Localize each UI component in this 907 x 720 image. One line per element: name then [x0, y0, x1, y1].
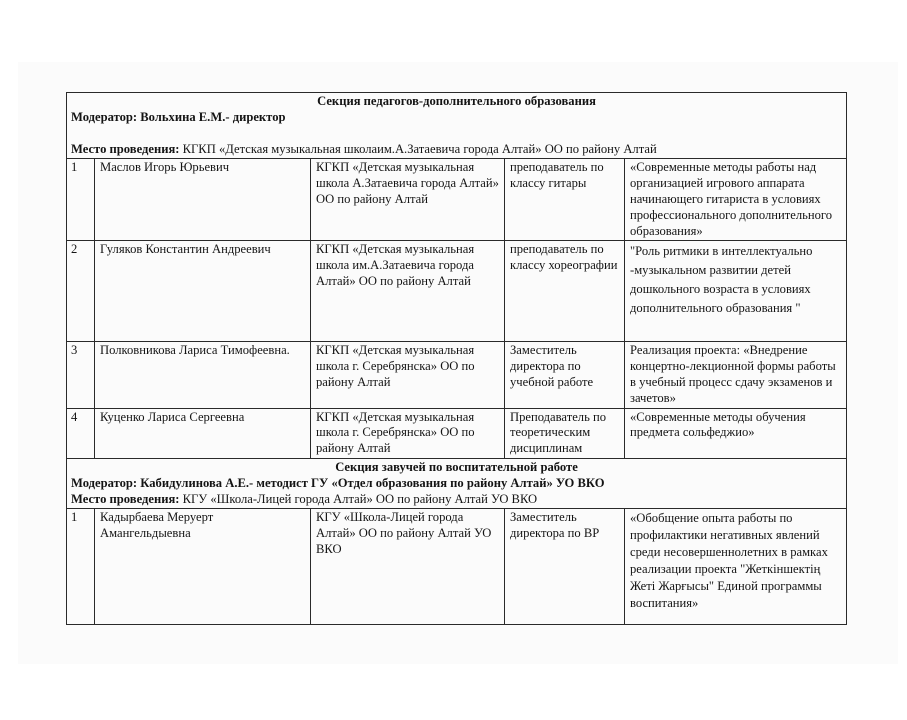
- participant-name: Кадырбаева Меруерт Амангельдыевна: [95, 509, 311, 625]
- moderator-value: Кабидулинова А.Е.- методист ГУ «Отдел образования по району Алтай» УО ВКО: [140, 475, 605, 490]
- section-header: [67, 458, 847, 508]
- program-table: [66, 92, 847, 625]
- venue-value: КГКП «Детская музыкальная школаим.А.Затаевича города Алтай» ОО по району Алтай: [182, 141, 657, 156]
- report-topic: «Современные методы обучения предмета сольфеджио»: [625, 408, 847, 458]
- organization: КГКП «Детская музыкальная школа А.Затаевича города Алтай» ОО по району Алтай: [311, 159, 505, 241]
- moderator-line: [71, 476, 842, 492]
- venue-line: [71, 492, 842, 508]
- venue-value: КГУ «Школа-Лицей города Алтай» ОО по району Алтай УО ВКО: [182, 491, 538, 506]
- participant-name: Гуляков Константин Андреевич: [95, 241, 311, 342]
- position: Заместитель директора по учебной работе: [505, 342, 625, 408]
- organization: КГУ «Школа-Лицей города Алтай» ОО по району Алтай УО ВКО: [311, 509, 505, 625]
- report-topic: Реализация проекта: «Внедрение концертно-лекционной формы работы в учебный процесс сдачу экзаменов и зачетов»: [625, 342, 847, 408]
- organization: КГКП «Детская музыкальная школа г. Серебрянска» ОО по району Алтай: [311, 342, 505, 408]
- position: преподаватель по классу хореографии: [505, 241, 625, 342]
- section-title: Секция завучей по воспитательной работе: [335, 459, 578, 474]
- position: Преподаватель по теоретическим дисциплинам: [505, 408, 625, 458]
- position: Заместитель директора по ВР: [505, 509, 625, 625]
- venue-label: Место проведения:: [71, 491, 180, 506]
- row-number: 4: [67, 408, 95, 458]
- section-header: [67, 93, 847, 159]
- row-number: 1: [67, 509, 95, 625]
- table-row: [67, 342, 847, 408]
- report-topic: «Обобщение опыта работы по профилактики негативных явлений среди несовершеннолетних в рамках реализации проекта "Жеткіншектің Жеті Жарғысы" Единой программы воспитания»: [625, 509, 847, 625]
- row-number: 3: [67, 342, 95, 408]
- organization: КГКП «Детская музыкальная школа им.А.Затаевича города Алтай» ОО по району Алтай: [311, 241, 505, 342]
- section-title: Секция педагогов-дополнительного образования: [317, 94, 596, 108]
- organization: КГКП «Детская музыкальная школа г. Серебрянска» ОО по району Алтай: [311, 408, 505, 458]
- table-row: [67, 159, 847, 241]
- row-number: 1: [67, 159, 95, 241]
- moderator-label: Модератор:: [71, 475, 138, 490]
- venue-label: Место проведения:: [71, 141, 180, 156]
- participant-name: Полковникова Лариса Тимофеевна.: [95, 342, 311, 408]
- table-row: [67, 408, 847, 458]
- report-topic: "Роль ритмики в интеллектуально -музыкальном развитии детей дошкольного возраста в условиях дополнительного образования ": [625, 241, 847, 342]
- report-topic: «Современные методы работы над организацией игрового аппарата начинающего гитариста в условиях профессионального дополнительного образования»: [625, 159, 847, 241]
- moderator-label: Модератор:: [71, 109, 138, 124]
- participant-name: Маслов Игорь Юрьевич: [95, 159, 311, 241]
- table-row: [67, 509, 847, 625]
- position: преподаватель по классу гитары: [505, 159, 625, 241]
- table-row: [67, 241, 847, 342]
- section-header-row: [67, 458, 847, 508]
- section-header-row: [67, 93, 847, 159]
- venue-line: [71, 142, 842, 158]
- participant-name: Куценко Лариса Сергеевна: [95, 408, 311, 458]
- moderator-line: [71, 110, 842, 126]
- moderator-value: Вольхина Е.М.- директор: [140, 109, 286, 124]
- row-number: 2: [67, 241, 95, 342]
